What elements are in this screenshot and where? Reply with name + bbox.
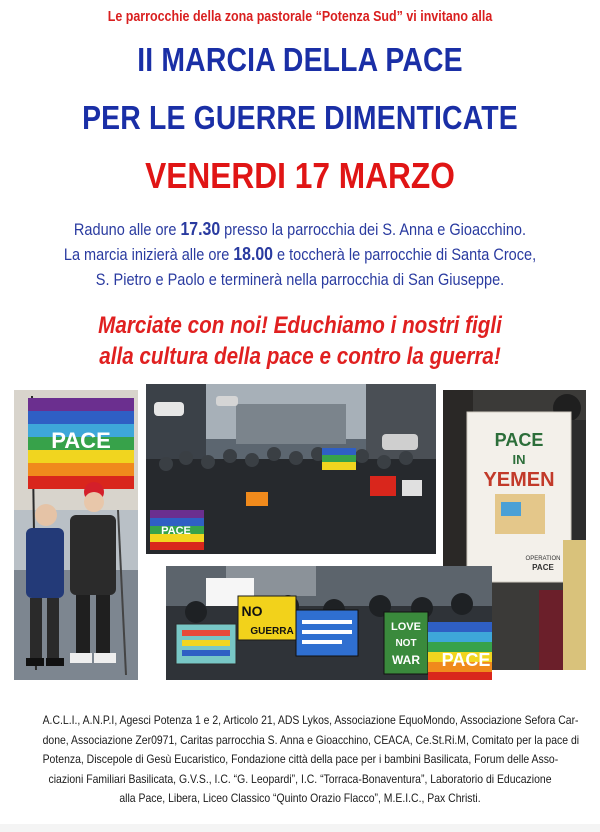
organizers-line-2: done, Associazione Zer0971, Caritas parrocchia S. Anna e Gioacchino, CEACA, Ce.St.Ri.M, Comitato per la pace di bbox=[42, 733, 580, 747]
sign-war-text: WAR bbox=[392, 653, 420, 667]
title-line-2: PER LE GUERRE DIMENTICATE bbox=[82, 99, 518, 136]
slogan-line-1: Marciate con noi! Educhiamo i nostri figli bbox=[98, 312, 502, 339]
info-line-1 bbox=[36, 217, 564, 242]
sign-guerra-text: GUERRA bbox=[250, 626, 294, 637]
organizers-line-4: ciazioni Familiari Basilicata, G.V.S., I.C. “G. Leopardi”, I.C. “Torraca-Bonaventura”, Laboratorio di Educazione bbox=[48, 772, 552, 786]
info-text: La marcia inizierà alle ore bbox=[63, 246, 234, 264]
banner-pace-text: PACE bbox=[161, 525, 191, 537]
slogan-line-2: alla cultura della pace e contro la guerra! bbox=[99, 343, 501, 370]
photo-march-crowd bbox=[146, 384, 436, 554]
start-time: 18.00 bbox=[233, 244, 273, 264]
sign-operation-text: OPERATION bbox=[525, 556, 561, 562]
info-text: presso la parrocchia dei S. Anna e Gioacchino. bbox=[220, 221, 527, 239]
sign-pace-text: PACE bbox=[494, 430, 544, 450]
sign-operation-pace-text: PACE bbox=[532, 563, 554, 572]
event-date: VENERDI 17 MARZO bbox=[145, 155, 455, 196]
sign-love-text: LOVE bbox=[391, 621, 421, 633]
sign-no-text: NO bbox=[241, 603, 263, 619]
sign-yemen-text: YEMEN bbox=[483, 469, 555, 491]
sign-not-text: NOT bbox=[395, 638, 417, 649]
organizers-list bbox=[14, 711, 586, 809]
info-line-2 bbox=[36, 242, 564, 267]
organizers-line-1: A.C.L.I., A.N.P.I, Agesci Potenza 1 e 2, Articolo 21, ADS Lykos, Associazione EquoMondo, Associazione Sefora Car- bbox=[42, 714, 579, 727]
info-line-3: S. Pietro e Paolo e terminerà nella parrocchia di San Giuseppe. bbox=[95, 271, 505, 289]
sign-in-text: IN bbox=[512, 452, 526, 467]
organizers-line-3: Potenza, Discepole di Gesù Eucaristico, Fondazione città della pace per i bambini Basilicata, Forum delle Asso- bbox=[42, 753, 559, 766]
photo-crowd-illustration bbox=[146, 384, 436, 554]
info-text: Raduno alle ore bbox=[73, 221, 181, 239]
photo-children-with-flag bbox=[14, 390, 138, 680]
title-line-1: II MARCIA DELLA PACE bbox=[137, 41, 463, 78]
flag-pace-text: PACE bbox=[51, 428, 111, 453]
photo-children-illustration bbox=[14, 390, 138, 680]
banner-pace-right-text: PACE bbox=[441, 650, 491, 670]
intro-line: Le parrocchie della zona pastorale “Potenza Sud” vi invitano alla bbox=[107, 9, 493, 25]
photo-group-with-signs bbox=[166, 566, 492, 680]
photo-group-illustration bbox=[166, 566, 492, 680]
info-text: e toccherà le parrocchie di Santa Croce, bbox=[272, 246, 537, 264]
organizers-line-5: alla Pace, Libera, Liceo Classico “Quinto Orazio Flacco”, M.E.I.C., Pax Christi. bbox=[119, 792, 481, 805]
gathering-time: 17.30 bbox=[180, 219, 221, 239]
footer-bar bbox=[0, 824, 600, 832]
